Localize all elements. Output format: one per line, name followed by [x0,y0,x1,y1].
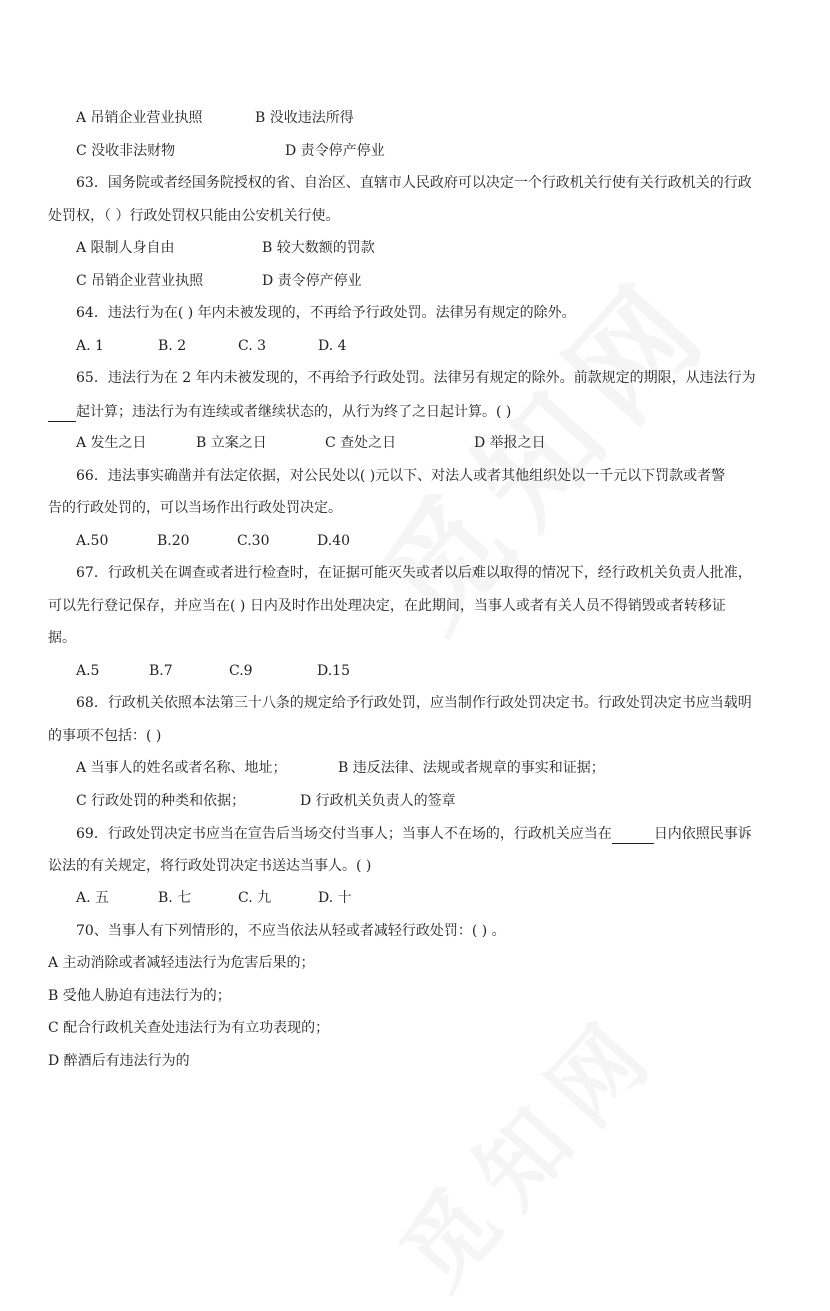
q62-option-d: D 责令停产停业 [285,143,385,159]
q65-option-c: C 查处之日 [325,435,397,451]
q63-text-line1: 63．国务院或者经国务院授权的省、自治区、直辖市人民政府可以决定一个行政机关行使有关行政机关的行政 [76,175,752,191]
q64-option-a: A. 1 [76,338,104,354]
q65-option-b: B 立案之日 [196,435,267,451]
q69-blank [612,823,654,844]
q67-option-b: B.7 [149,663,173,679]
q62-option-c: C 没收非法财物 [76,143,176,159]
q69-option-d: D. 十 [318,890,352,906]
q68-option-c: C 行政处罚的种类和依据； [76,793,246,809]
q65-option-a: A 发生之日 [76,435,147,451]
q69-text-line1-end: 日内依照民事诉 [653,826,752,842]
q69-option-b: B. 七 [158,890,192,906]
q67-text-line1: 67．行政机关在调查或者进行检查时，在证据可能灭失或者以后难以取得的情况下，经行政机关负责人批准， [76,565,752,581]
q70-option-a: A 主动消除或者减轻违法行为危害后果的； [48,955,315,971]
q67-text-line3: 据。 [48,630,76,646]
q67-option-d: D.15 [317,663,350,679]
q66-option-a: A.50 [76,533,109,549]
q63-text-line2: 处罚权，（ ）行政处罚权只能由公安机关行使。 [48,208,340,224]
q63-option-a: A 限制人身自由 [76,240,175,256]
q62-option-b: B 没收违法所得 [255,110,354,126]
q70-option-b: B 受他人胁迫有违法行为的； [48,988,231,1004]
q65-text-line2-rest: 起计算；违法行为有连续或者继续状态的，从行为终了之日起计算。( ) [76,404,512,420]
q65-text-line1: 65．违法行为在 2 年内未被发现的，不再给予行政处罚。法律另有规定的除外。前款规定的期限，从违法行为 [76,370,756,386]
q64-option-d: D. 4 [318,338,347,354]
q66-option-d: D.40 [317,533,350,549]
q66-text-line1: 66．违法事实确凿并有法定依据，对公民处以( )元以下、对法人或者其他组织处以一千元以下罚款或者警 [76,468,726,484]
q69-option-a: A. 五 [76,890,110,906]
q67-text-line2: 可以先行登记保存，并应当在( ) 日内及时作出处理决定，在此期间，当事人或者有关人员不得销毁或者转移证 [48,598,726,614]
q69-text-line1 [76,823,752,844]
q63-option-c: C 吊销企业营业执照 [76,273,204,289]
q62-option-a: A 吊销企业营业执照 [76,110,203,126]
q68-option-b: B 违反法律、法规或者规章的事实和证据； [338,760,605,776]
q65-text-line2 [48,401,511,422]
q65-option-d: D 举报之日 [474,435,546,451]
q68-text-line1: 68．行政机关依照本法第三十八条的规定给予行政处罚，应当制作行政处罚决定书。行政处罚决定书应当载明 [76,695,752,711]
q68-text-line2: 的事项不包括：( ) [48,728,162,744]
q64-option-b: B. 2 [158,338,187,354]
q66-text-line2: 告的行政处罚的，可以当场作出行政处罚决定。 [48,500,342,516]
q63-option-b: B 较大数额的罚款 [262,240,375,256]
q67-option-a: A.5 [76,663,100,679]
q69-text-line1-start: 69．行政处罚决定书应当在宣告后当场交付当事人；当事人不在场的，行政机关应当在 [76,826,612,842]
q64-text-line1: 64．违法行为在( ) 年内未被发现的，不再给予行政处罚。法律另有规定的除外。 [76,305,576,321]
q70-option-c: C 配合行政机关查处违法行为有立功表现的； [48,1020,330,1036]
q69-option-c: C. 九 [238,890,272,906]
q66-option-c: C.30 [237,533,270,549]
q70-option-d: D 醉酒后有违法行为的 [48,1053,190,1069]
q63-option-d: D 责令停产停业 [262,273,362,289]
q64-option-c: C. 3 [238,338,267,354]
q67-option-c: C.9 [229,663,253,679]
q68-option-d: D 行政机关负责人的签章 [300,793,456,809]
q69-text-line2: 讼法的有关规定，将行政处罚决定书送达当事人。( ) [48,858,372,874]
q70-text-line1: 70、当事人有下列情形的，不应当依法从轻或者减轻行政处罚：( ) 。 [76,923,506,939]
q68-option-a: A 当事人的姓名或者名称、地址； [76,760,287,776]
q66-option-b: B.20 [157,533,190,549]
q65-blank [48,401,76,422]
